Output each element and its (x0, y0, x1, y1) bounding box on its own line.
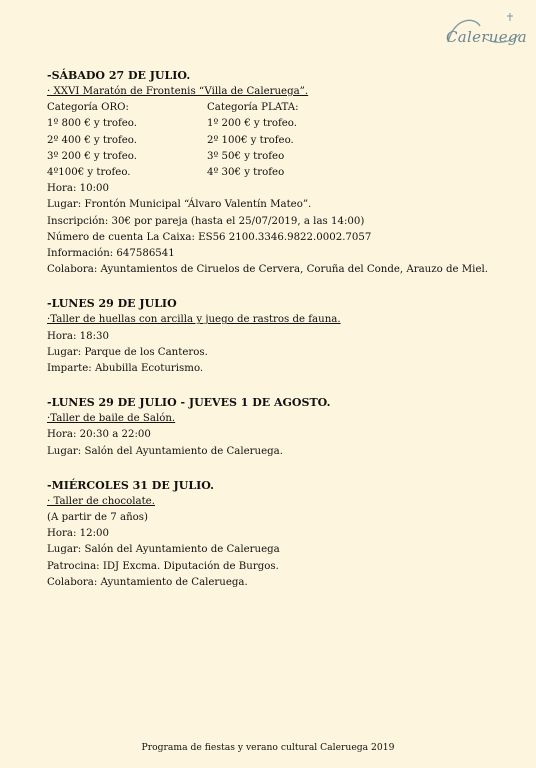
event-detail: Lugar: Salón del Ayuntamiento de Caleruega (47, 544, 280, 556)
event-detail: Imparte: Abubilla Ecoturismo. (47, 363, 204, 375)
prize-item: 4º 30€ y trofeo (207, 167, 285, 179)
page-footer: Programa de fiestas y verano cultural Caleruega 2019 (141, 742, 395, 753)
category-plata (207, 100, 407, 181)
prize-item: 2º 400 € y trofeo. (47, 134, 137, 146)
prize-item: 3º 200 € y trofeo. (47, 150, 137, 162)
event-section-wednesday-31 (47, 478, 517, 591)
category-label: Categoría PLATA: (207, 102, 299, 114)
event-detail: Hora: 18:30 (47, 330, 109, 342)
event-detail: Lugar: Parque de los Canteros. (47, 346, 208, 358)
event-detail: Colabora: Ayuntamientos de Ciruelos de Cervera, Coruña del Conde, Arauzo de Miel. (47, 264, 488, 276)
caleruega-logo (444, 12, 528, 52)
category-oro (47, 100, 207, 181)
event-subtitle: · Taller de chocolate. (47, 495, 155, 507)
event-heading: -MIÉRCOLES 31 DE JULIO. (47, 478, 214, 492)
event-subtitle: ·Taller de huellas con arcilla y juego de rastros de fauna. (47, 314, 341, 326)
event-detail: Inscripción: 30€ por pareja (hasta el 25/07/2019, a las 14:00) (47, 215, 365, 227)
program-content (47, 68, 517, 591)
event-heading: -SÁBADO 27 DE JULIO. (47, 69, 191, 82)
event-section-monday-29 (47, 296, 517, 377)
event-detail: Lugar: Frontón Municipal “Álvaro Valentín Mateo”. (47, 199, 312, 211)
event-detail: Información: 647586541 (47, 248, 175, 260)
event-detail: Patrocina: IDJ Excma. Diputación de Burgos. (47, 560, 279, 572)
event-detail: Lugar: Salón del Ayuntamiento de Caleruega. (47, 445, 283, 457)
event-detail: Hora: 20:30 a 22:00 (47, 429, 151, 441)
event-detail: (A partir de 7 años) (47, 512, 148, 524)
cross-icon (507, 13, 513, 21)
prize-item: 3º 50€ y trofeo (207, 150, 285, 162)
logo-text: Caleruega (446, 28, 528, 46)
prize-item: 2º 100€ y trofeo. (207, 134, 294, 146)
prize-item: 1º 200 € y trofeo. (207, 118, 297, 130)
event-section-saturday-27 (47, 68, 517, 278)
event-detail: Hora: 12:00 (47, 528, 109, 540)
event-heading: -LUNES 29 DE JULIO (47, 297, 177, 311)
event-detail: Colabora: Ayuntamiento de Caleruega. (47, 576, 248, 588)
prize-categories (47, 100, 517, 181)
event-subtitle: · XXVI Maratón de Frontenis “Villa de Caleruega”. (47, 86, 309, 97)
event-detail: Número de cuenta La Caixa: ES56 2100.3346.9822.0002.7057 (47, 231, 372, 243)
event-detail: Hora: 10:00 (47, 183, 109, 195)
prize-item: 1º 800 € y trofeo. (47, 118, 137, 130)
event-subtitle: ·Taller de baile de Salón. (47, 413, 176, 425)
category-label: Categoría ORO: (47, 102, 129, 114)
event-section-monday-thursday (47, 395, 517, 460)
prize-item: 4º100€ y trofeo. (47, 167, 131, 179)
event-heading: -LUNES 29 DE JULIO - JUEVES 1 DE AGOSTO. (47, 396, 331, 410)
